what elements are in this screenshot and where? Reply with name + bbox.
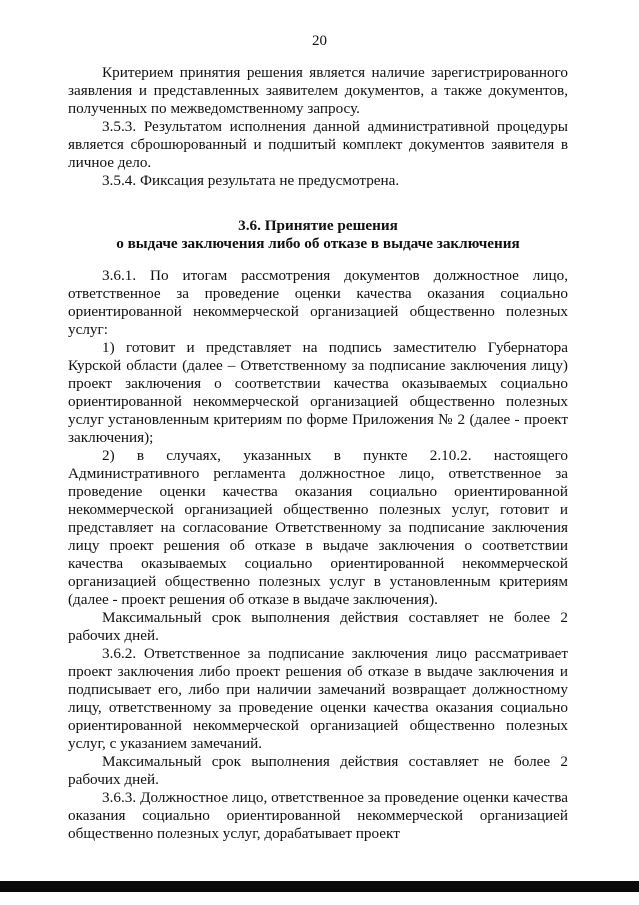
- paragraph: 3.6.1. По итогам рассмотрения документов должностное лицо, ответственное за проведение оценки качества оказания социально ориентированной некоммерческой организацией общественно полезных услуг:: [68, 267, 568, 338]
- paragraph: 2) в случаях, указанных в пункте 2.10.2. настоящего Административного регламента должностное лицо, ответственное за проведение оценки качества оказания социально ориентированной некоммерческой организацией общественно полезных услуг, готовит и представляет на согласование Ответственному за подписание заключения лицу проект решения об отказе в выдаче заключения о соответствии качества оказываемых социально ориентированной некоммерческой организацией общественно полезных услуг в установленным критериям (далее - проект решения об отказе в выдаче заключения).: [68, 447, 568, 608]
- heading-line-2: о выдаче заключения либо об отказе в выдаче заключения: [116, 235, 520, 252]
- scan-edge-bar: [0, 881, 639, 892]
- paragraph: 3.5.4. Фиксация результата не предусмотрена.: [102, 172, 400, 189]
- body-section: [68, 267, 568, 843]
- paragraph: 3.5.3. Результатом исполнения данной административной процедуры является сброшюрованный и подшитый комплект документов заявителя в личное дело.: [68, 118, 568, 171]
- top-section: [68, 64, 568, 190]
- heading-line-1: 3.6. Принятие решения: [238, 217, 398, 234]
- paragraph: Максимальный срок выполнения действия составляет не более 2 рабочих дней.: [68, 753, 568, 788]
- section-heading: [68, 217, 568, 253]
- paragraph: 3.6.3. Должностное лицо, ответственное за проведение оценки качества оказания социально ориентированной некоммерческой организацией общественно полезных услуг, дорабатывает проект: [68, 789, 568, 842]
- paragraph: Максимальный срок выполнения действия составляет не более 2 рабочих дней.: [68, 609, 568, 644]
- paragraph: Критерием принятия решения является наличие зарегистрированного заявления и представленных заявителем документов, а также документов, полученных по межведомственному запросу.: [68, 64, 568, 117]
- page-number: 20: [312, 33, 327, 49]
- paragraph: 3.6.2. Ответственное за подписание заключения лицо рассматривает проект заключения либо проект решения об отказе в выдаче заключения и подписывает его, либо при наличии замечаний возвращает должностному лицу, ответственному за проведение оценки качества оказания социально ориентированной некоммерческой организацией общественно полезных услуг, с указанием замечаний.: [68, 645, 568, 752]
- paragraph: 1) готовит и представляет на подпись заместителю Губернатора Курской области (далее – Ответственному за подписание заключения лицу) проект заключения о соответствии качества оказываемых социально ориентированной некоммерческой организацией общественно полезных услуг установленным критериям по форме Приложения № 2 (далее - проект заключения);: [68, 339, 568, 446]
